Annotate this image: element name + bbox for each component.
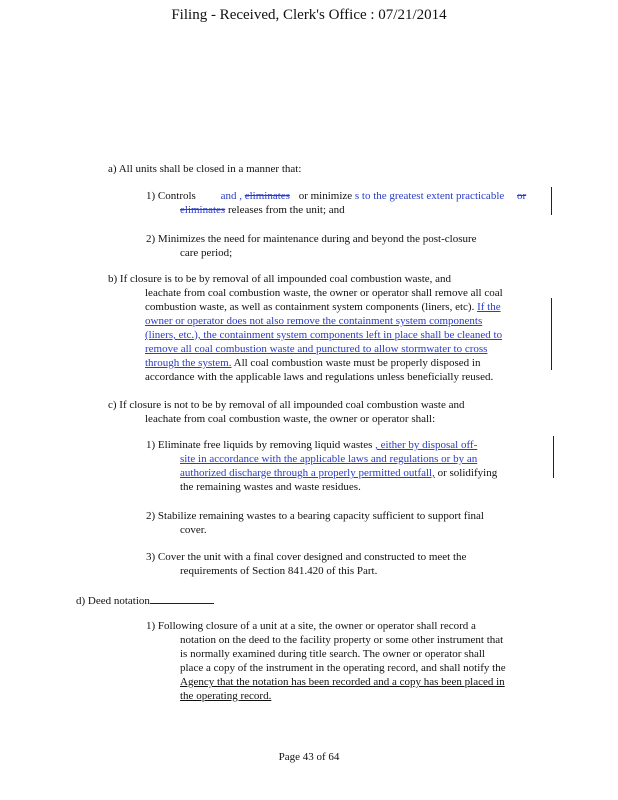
section-a-heading: a) All units shall be closed in a manner that: (108, 163, 302, 175)
item-d1-line3: is normally examined during title search. The owner or operator shall (180, 648, 485, 660)
item-a2-line1: 2) Minimizes the need for maintenance during and beyond the post-closure (146, 233, 477, 245)
section-c-line2: leachate from coal combustion waste, the owner or operator shall: (145, 413, 436, 425)
section-b-line3: combustion waste, as well as containment system components (liners, etc). If the (145, 301, 501, 313)
item-c1-line4: the remaining wastes and waste residues. (180, 481, 361, 493)
filing-header: Filing - Received, Clerk's Office : 07/21/2014 (171, 7, 447, 23)
section-b-line4: owner or operator does not also remove the containment system components (145, 315, 483, 327)
item-c1-line2: site in accordance with the applicable laws and regulations or by an (180, 453, 478, 465)
item-d1-line1: 1) Following closure of a unit at a site, the owner or operator shall record a (146, 620, 476, 632)
section-b-line1: b) If closure is to be by removal of all impounded coal combustion waste, and (108, 273, 452, 285)
change-bar (551, 187, 552, 215)
item-c1-line1: 1) Eliminate free liquids by removing liquid wastes , either by disposal off- (146, 439, 478, 451)
section-b-line6: remove all coal combustion waste and punctured to allow stormwater to cross (145, 343, 488, 355)
item-c3-line2: requirements of Section 841.420 of this Part. (180, 565, 378, 577)
item-a2-line2: care period; (180, 247, 233, 259)
item-d1-line4: place a copy of the instrument in the operating record, and shall notify the (180, 662, 506, 674)
item-d1-line2: notation on the deed to the facility property or some other instrument that (180, 634, 504, 646)
item-c2-line1: 2) Stabilize remaining wastes to a bearing capacity sufficient to support final (146, 510, 484, 522)
section-c-line1: c) If closure is not to be by removal of all impounded coal combustion waste and (108, 399, 465, 411)
item-c2-line2: cover. (180, 524, 207, 536)
item-c3-line1: 3) Cover the unit with a final cover designed and constructed to meet the (146, 551, 467, 563)
change-bar (553, 436, 554, 478)
item-d1-line5: Agency that the notation has been recorded and a copy has been placed in (180, 676, 505, 688)
item-c1-line3: authorized discharge through a properly permitted outfall, or solidifying (180, 467, 498, 479)
section-b-line5: (liners, etc.), the containment system components left in place shall be cleaned to (145, 329, 503, 341)
underline-rule (150, 593, 214, 604)
section-b-line2: leachate from coal combustion waste, the owner or operator shall remove all coal (145, 287, 503, 299)
item-d1-line6: the operating record. (180, 690, 272, 702)
change-bar (551, 298, 552, 370)
section-b-line8: accordance with the applicable laws and regulations unless beneficially reused. (145, 371, 494, 383)
section-b-line7: through the system. All coal combustion waste must be properly disposed in (145, 357, 481, 369)
section-d-heading: d) Deed notation (76, 593, 214, 608)
item-a1-line2: eliminates releases from the unit; and (180, 204, 345, 216)
page-footer: Page 43 of 64 (278, 751, 340, 763)
item-a1-line1: 1) Controls and , eliminates or minimize s to the greatest extent practicable or (146, 190, 527, 202)
